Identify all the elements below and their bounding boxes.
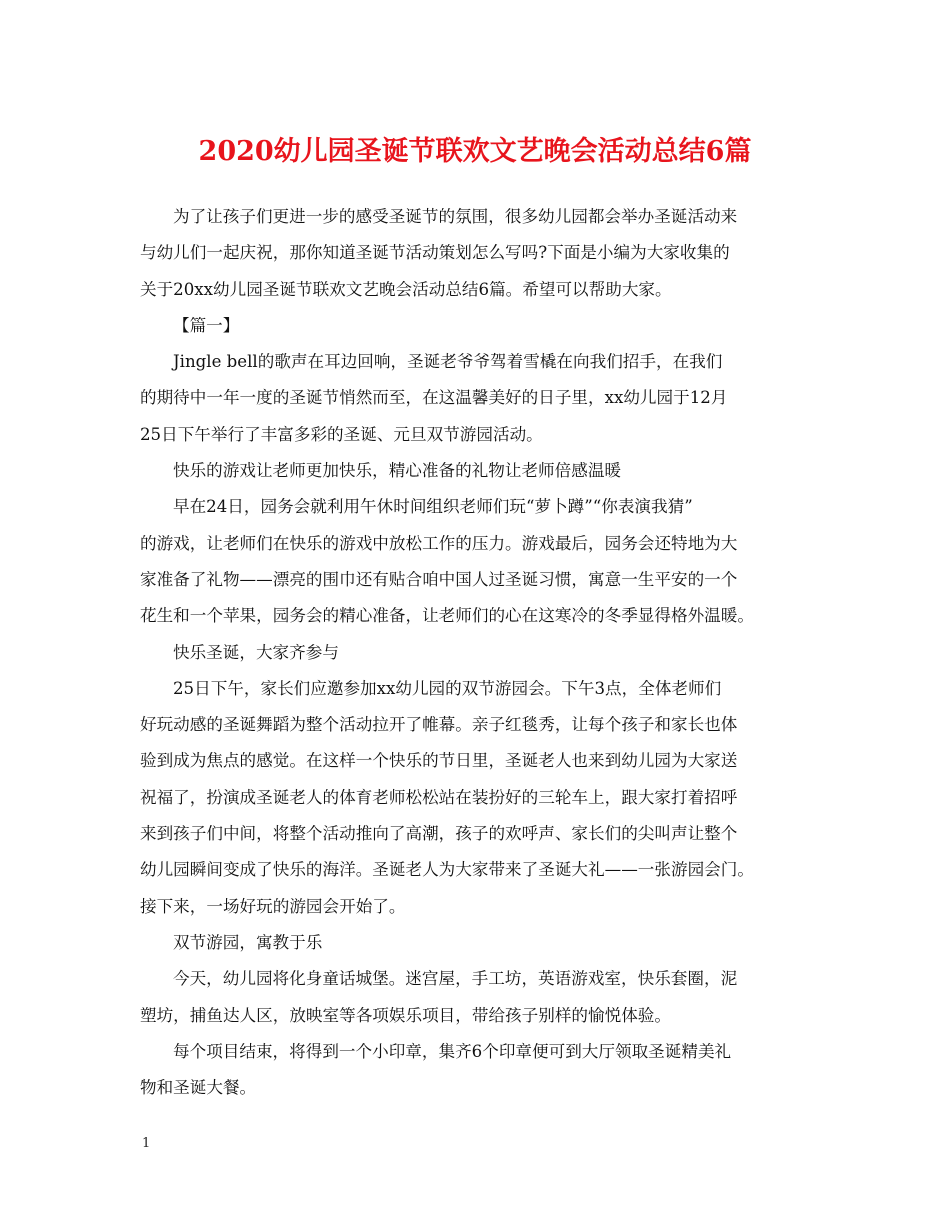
section-heading bbox=[140, 308, 820, 344]
text-line: 塑坊，捕鱼达人区，放映室等各项娱乐项目，带给孩子别样的愉悦体验。 bbox=[140, 1005, 671, 1025]
subheading bbox=[140, 925, 820, 961]
text-line: 早在24日，园务会就利用午休时间组织老师们玩“萝卜蹲”“你表演我猜” bbox=[173, 497, 693, 517]
text-line: 幼儿园瞬间变成了快乐的海洋。圣诞老人为大家带来了圣诞大礼——一张游园会门。 bbox=[140, 860, 754, 880]
text-line: 快乐圣诞，大家齐参与 bbox=[173, 642, 339, 662]
text-line: 为了让孩子们更进一步的感受圣诞节的氛围，很多幼儿园都会举办圣诞活动来 bbox=[173, 207, 738, 226]
paragraph-intro bbox=[140, 199, 820, 308]
paragraph bbox=[140, 961, 820, 1034]
text-line: 的期待中一年一度的圣诞节悄然而至，在这温馨美好的日子里，xx幼儿园于12月 bbox=[140, 388, 728, 408]
paragraph bbox=[140, 489, 820, 634]
text-line: 家准备了礼物——漂亮的围巾还有贴合咱中国人过圣诞习惯，寓意一生平安的一个 bbox=[140, 569, 738, 589]
text-line: 25日下午，家长们应邀参加xx幼儿园的双节游园会。下午3点，全体老师们 bbox=[173, 678, 722, 698]
text-line: 物和圣诞大餐。 bbox=[140, 1078, 257, 1098]
text-line: Jingle bell的歌声在耳边回响，圣诞老爷爷驾着雪橇在向我们招手，在我们 bbox=[173, 352, 723, 372]
text-line: 的游戏，让老师们在快乐的游戏中放松工作的压力。游戏最后，园务会还特地为大 bbox=[140, 533, 738, 553]
text-line: 【篇一】 bbox=[173, 315, 240, 335]
document-title: 2020幼儿园圣诞节联欢文艺晚会活动总结6篇 bbox=[198, 136, 752, 167]
paragraph bbox=[140, 671, 820, 925]
text-line: 快乐的游戏让老师更加快乐，精心准备的礼物让老师倍感温暖 bbox=[173, 461, 622, 481]
text-line: 验到成为焦点的感觉。在这样一个快乐的节日里，圣诞老人也来到幼儿园为大家送 bbox=[140, 751, 738, 771]
document-body bbox=[140, 199, 820, 1106]
page-number: 1 bbox=[142, 1136, 151, 1151]
text-line: 花生和一个苹果，园务会的精心准备，让老师们的心在这寒冷的冬季显得格外温暖。 bbox=[140, 606, 754, 626]
text-line: 双节游园，寓教于乐 bbox=[173, 932, 323, 952]
subheading bbox=[140, 635, 820, 671]
paragraph bbox=[140, 344, 820, 453]
subheading bbox=[140, 453, 820, 489]
text-line: 祝福了，扮演成圣诞老人的体育老师松松站在装扮好的三轮车上，跟大家打着招呼 bbox=[140, 787, 738, 807]
text-line: 来到孩子们中间，将整个活动推向了高潮，孩子的欢呼声、家长们的尖叫声让整个 bbox=[140, 824, 738, 844]
text-line: 好玩动感的圣诞舞蹈为整个活动拉开了帷幕。亲子红毯秀，让每个孩子和家长也体 bbox=[140, 715, 738, 735]
text-line: 关于20xx幼儿园圣诞节联欢文艺晚会活动总结6篇。希望可以帮助大家。 bbox=[140, 279, 672, 299]
text-line: 与幼儿们一起庆祝，那你知道圣诞节活动策划怎么写吗?下面是小编为大家收集的 bbox=[140, 243, 730, 263]
text-line: 接下来，一场好玩的游园会开始了。 bbox=[140, 896, 406, 916]
text-line: 每个项目结束，将得到一个小印章，集齐6个印章便可到大厅领取圣诞精美礼 bbox=[173, 1041, 732, 1061]
text-line: 25日下午举行了丰富多彩的圣诞、元旦双节游园活动。 bbox=[140, 424, 543, 444]
paragraph bbox=[140, 1034, 820, 1107]
text-line: 今天，幼儿园将化身童话城堡。迷宫屋，手工坊，英语游戏室，快乐套圈，泥 bbox=[173, 969, 738, 989]
